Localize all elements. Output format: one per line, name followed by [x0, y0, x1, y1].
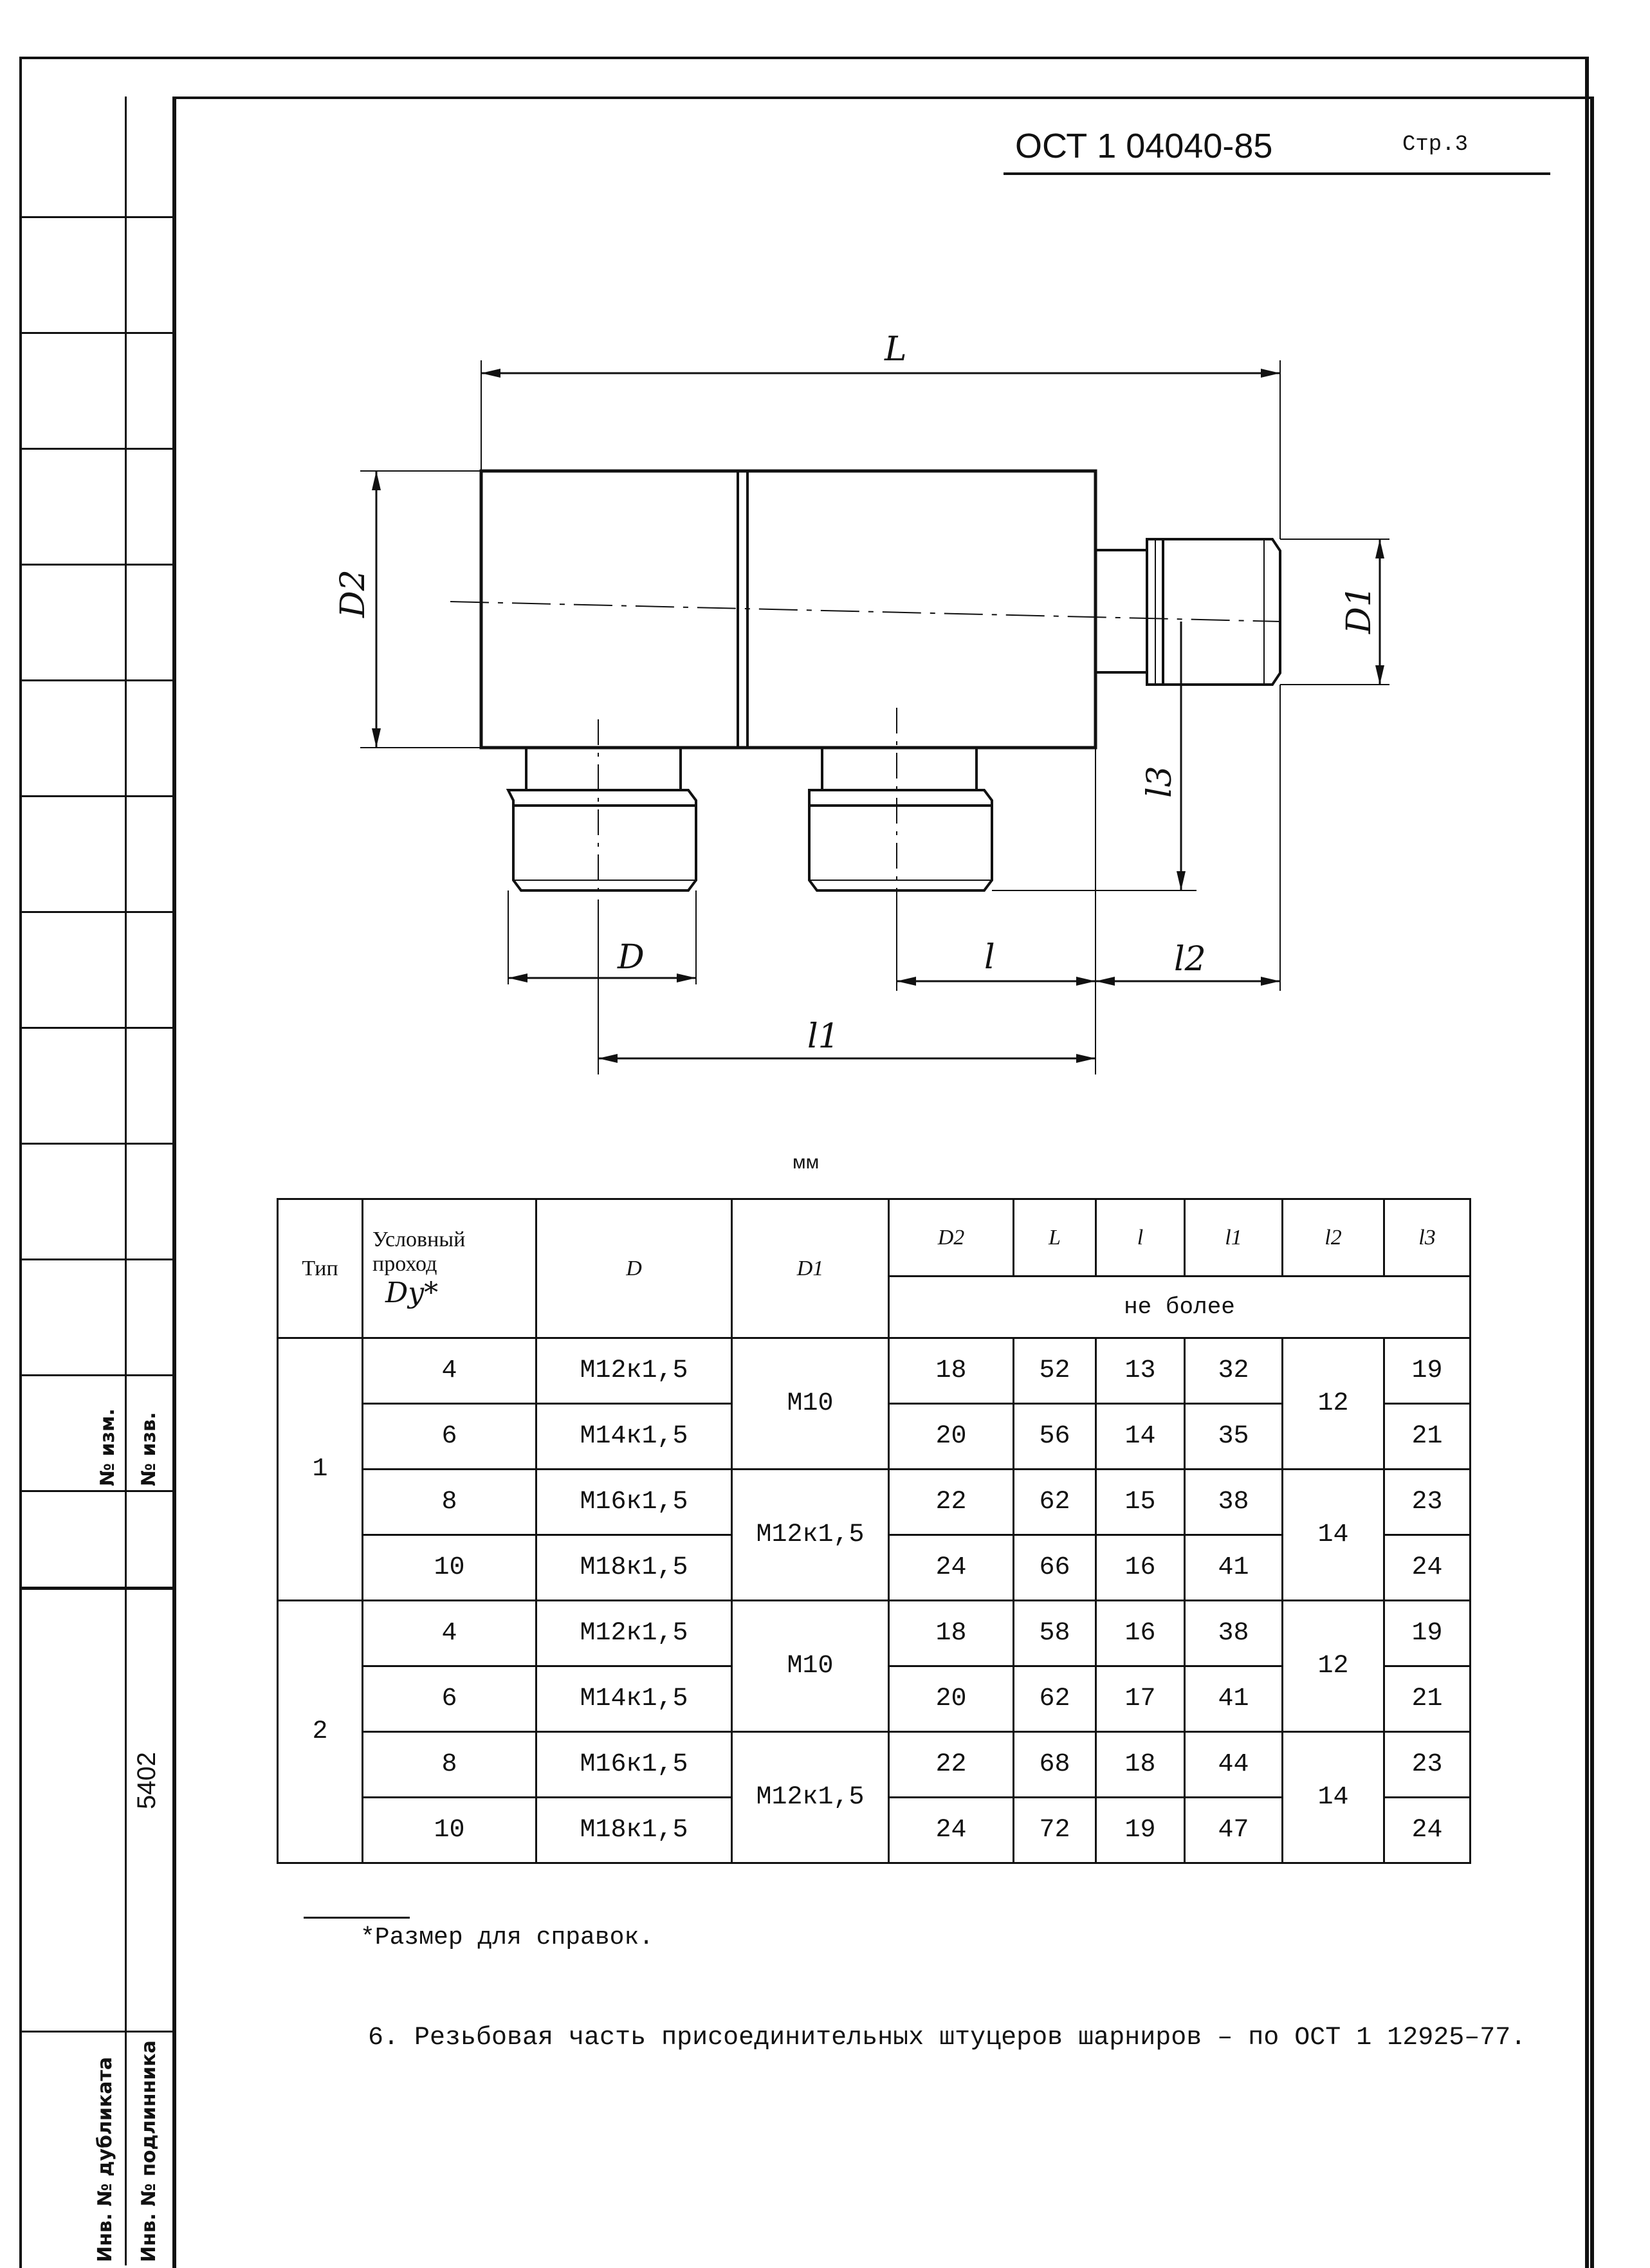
dim-label-l2: l2 — [1174, 940, 1206, 979]
header-L: L — [1014, 1199, 1096, 1277]
d-cell: М12к1,5 — [536, 1601, 732, 1666]
L-cell: 66 — [1014, 1535, 1096, 1601]
l1-cell: 41 — [1185, 1666, 1283, 1732]
table-row — [278, 1601, 1471, 1666]
L-cell: 72 — [1014, 1798, 1096, 1863]
l-cell: 15 — [1096, 1470, 1185, 1535]
d-cell: М12к1,5 — [536, 1338, 732, 1404]
d2-cell: 20 — [889, 1404, 1014, 1470]
duplicate-inventory-label: Инв. № дубликата — [94, 2056, 116, 2262]
dim-label-l1: l1 — [807, 1017, 839, 1056]
l1-cell: 32 — [1185, 1338, 1283, 1404]
l-cell: 18 — [1096, 1732, 1185, 1798]
dim-label-D1: D1 — [1340, 585, 1379, 634]
revision-number-label: № изм. — [96, 1408, 119, 1486]
l2-cell: 14 — [1283, 1470, 1384, 1601]
note-6-text: 6. Резьбовая часть присоединительных штуцеров шарниров – по ОСТ 1 12925–77. — [368, 2024, 1526, 2052]
dy-cell: 6 — [363, 1666, 536, 1732]
l2-cell: 12 — [1283, 1338, 1384, 1470]
table-row — [278, 1470, 1471, 1535]
dim-label-l: l — [984, 938, 995, 977]
l1-cell: 41 — [1185, 1535, 1283, 1601]
l3-cell: 24 — [1384, 1535, 1471, 1601]
l3-cell: 19 — [1384, 1601, 1471, 1666]
dy-cell: 8 — [363, 1732, 536, 1798]
original-inventory-number: 5402 — [133, 1752, 161, 1809]
d1-cell: М10 — [732, 1338, 889, 1470]
l1-cell: 38 — [1185, 1470, 1283, 1535]
document-number: ОСТ 1 04040-85 — [1015, 127, 1273, 165]
dy-cell: 6 — [363, 1404, 536, 1470]
d2-cell: 18 — [889, 1338, 1014, 1404]
dimensions-table — [277, 1198, 1471, 1864]
header-nominal-bore — [363, 1199, 536, 1338]
table-row — [278, 1732, 1471, 1798]
l3-cell: 24 — [1384, 1798, 1471, 1863]
d-cell: М18к1,5 — [536, 1535, 732, 1601]
d-cell: М14к1,5 — [536, 1404, 732, 1470]
notice-number-label: № изв. — [138, 1412, 160, 1486]
l3-cell: 21 — [1384, 1666, 1471, 1732]
L-cell: 68 — [1014, 1732, 1096, 1798]
dim-label-L: L — [885, 330, 907, 369]
table-row — [278, 1338, 1471, 1404]
header-l: l — [1096, 1199, 1185, 1277]
dy-cell: 10 — [363, 1535, 536, 1601]
l3-cell: 21 — [1384, 1404, 1471, 1470]
header-l1: l1 — [1185, 1199, 1283, 1277]
dim-label-D: D — [618, 938, 645, 977]
d1-cell: М12к1,5 — [732, 1470, 889, 1601]
header-l3: l3 — [1384, 1199, 1471, 1277]
header-nominal-line1: Условный — [372, 1228, 466, 1251]
units-label: мм — [793, 1152, 820, 1173]
l1-cell: 35 — [1185, 1404, 1283, 1470]
dim-label-D2: D2 — [334, 569, 372, 618]
l1-cell: 44 — [1185, 1732, 1283, 1798]
d2-cell: 24 — [889, 1535, 1014, 1601]
L-cell: 62 — [1014, 1666, 1096, 1732]
l-cell: 19 — [1096, 1798, 1185, 1863]
l1-cell: 47 — [1185, 1798, 1283, 1863]
type-cell: 1 — [278, 1338, 363, 1601]
dy-cell: 8 — [363, 1470, 536, 1535]
d2-cell: 18 — [889, 1601, 1014, 1666]
l2-cell: 12 — [1283, 1601, 1384, 1732]
dim-label-l3: l3 — [1141, 766, 1179, 798]
d-cell: М16к1,5 — [536, 1732, 732, 1798]
dy-cell: 4 — [363, 1601, 536, 1666]
header-l2: l2 — [1283, 1199, 1384, 1277]
d2-cell: 24 — [889, 1798, 1014, 1863]
d-cell: М18к1,5 — [536, 1798, 732, 1863]
L-cell: 56 — [1014, 1404, 1096, 1470]
l-cell: 16 — [1096, 1535, 1185, 1601]
header-nominal-symbol: Dy* — [385, 1277, 439, 1309]
d2-cell: 20 — [889, 1666, 1014, 1732]
original-inventory-label: Инв. № подлинника — [138, 2040, 160, 2262]
d-cell: М16к1,5 — [536, 1470, 732, 1535]
d1-cell: М10 — [732, 1601, 889, 1732]
page-number: Стр.3 — [1402, 133, 1469, 157]
l3-cell: 23 — [1384, 1732, 1471, 1798]
l-cell: 14 — [1096, 1404, 1185, 1470]
hinge-drawing — [0, 0, 1650, 1132]
header-D: D — [536, 1199, 732, 1338]
header-nominal-line2: проход — [372, 1252, 437, 1276]
l-cell: 17 — [1096, 1666, 1185, 1732]
header-max-note: не более — [889, 1277, 1471, 1338]
l-cell: 13 — [1096, 1338, 1185, 1404]
header-D1: D1 — [732, 1199, 889, 1338]
header-D2: D2 — [889, 1199, 1014, 1277]
dy-cell: 4 — [363, 1338, 536, 1404]
header-type: Тип — [278, 1199, 363, 1338]
l-cell: 16 — [1096, 1601, 1185, 1666]
L-cell: 52 — [1014, 1338, 1096, 1404]
l2-cell: 14 — [1283, 1732, 1384, 1863]
d2-cell: 22 — [889, 1470, 1014, 1535]
d-cell: М14к1,5 — [536, 1666, 732, 1732]
L-cell: 62 — [1014, 1470, 1096, 1535]
dy-cell: 10 — [363, 1798, 536, 1863]
footnote-rule — [304, 1917, 410, 1919]
d1-cell: М12к1,5 — [732, 1732, 889, 1863]
L-cell: 58 — [1014, 1601, 1096, 1666]
type-cell: 2 — [278, 1601, 363, 1863]
d2-cell: 22 — [889, 1732, 1014, 1798]
footnote-text: *Размер для справок. — [360, 1924, 654, 1951]
l3-cell: 19 — [1384, 1338, 1471, 1404]
l3-cell: 23 — [1384, 1470, 1471, 1535]
l1-cell: 38 — [1185, 1601, 1283, 1666]
